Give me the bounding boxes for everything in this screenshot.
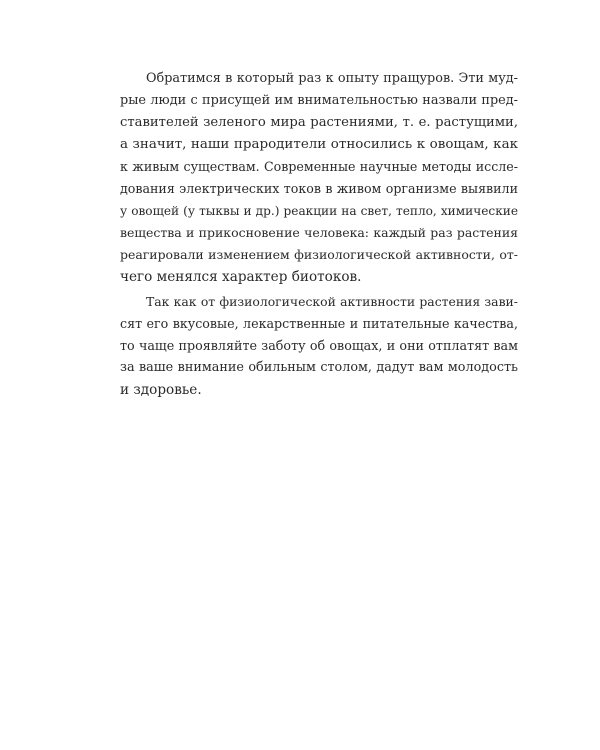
text-line: то чаще проявляйте заботу об овощах, и они отплатят вам	[120, 338, 518, 353]
text-line: рые люди с присущей им внимательностью назвали пред-	[120, 93, 518, 108]
text-line: Обратимся в который раз к опыту пращуров. Эти муд-	[146, 71, 518, 86]
text-line: у овощей (у тыквы и др.) реакции на свет, тепло, химические	[120, 204, 518, 218]
text-line: вещества и прикосновение человека: каждый раз растения	[120, 225, 518, 240]
text-line: ставителей зеленого мира растениями, т. е. растущими,	[120, 115, 518, 130]
text-line: а значит, наши прародители относились к овощам, как	[120, 137, 518, 152]
text-line: за ваше внимание обильным столом, дадут вам молодость	[120, 360, 518, 375]
paragraph-1	[120, 68, 518, 288]
text-line: дования электрических токов в живом организме выявили	[120, 181, 518, 196]
text-line: чего менялся характер биотоков.	[120, 269, 362, 285]
body-text	[120, 68, 518, 401]
text-line: и здоровье.	[120, 382, 202, 398]
paragraph-2	[120, 291, 518, 401]
text-line: к живым существам. Современные научные методы иссле-	[120, 159, 518, 174]
text-line: сят его вкусовые, лекарственные и питательные качества,	[120, 316, 518, 331]
text-line: Так как от физиологической активности растения зави-	[146, 294, 518, 309]
text-line: реагировали изменением физиологической активности, от-	[120, 247, 518, 262]
